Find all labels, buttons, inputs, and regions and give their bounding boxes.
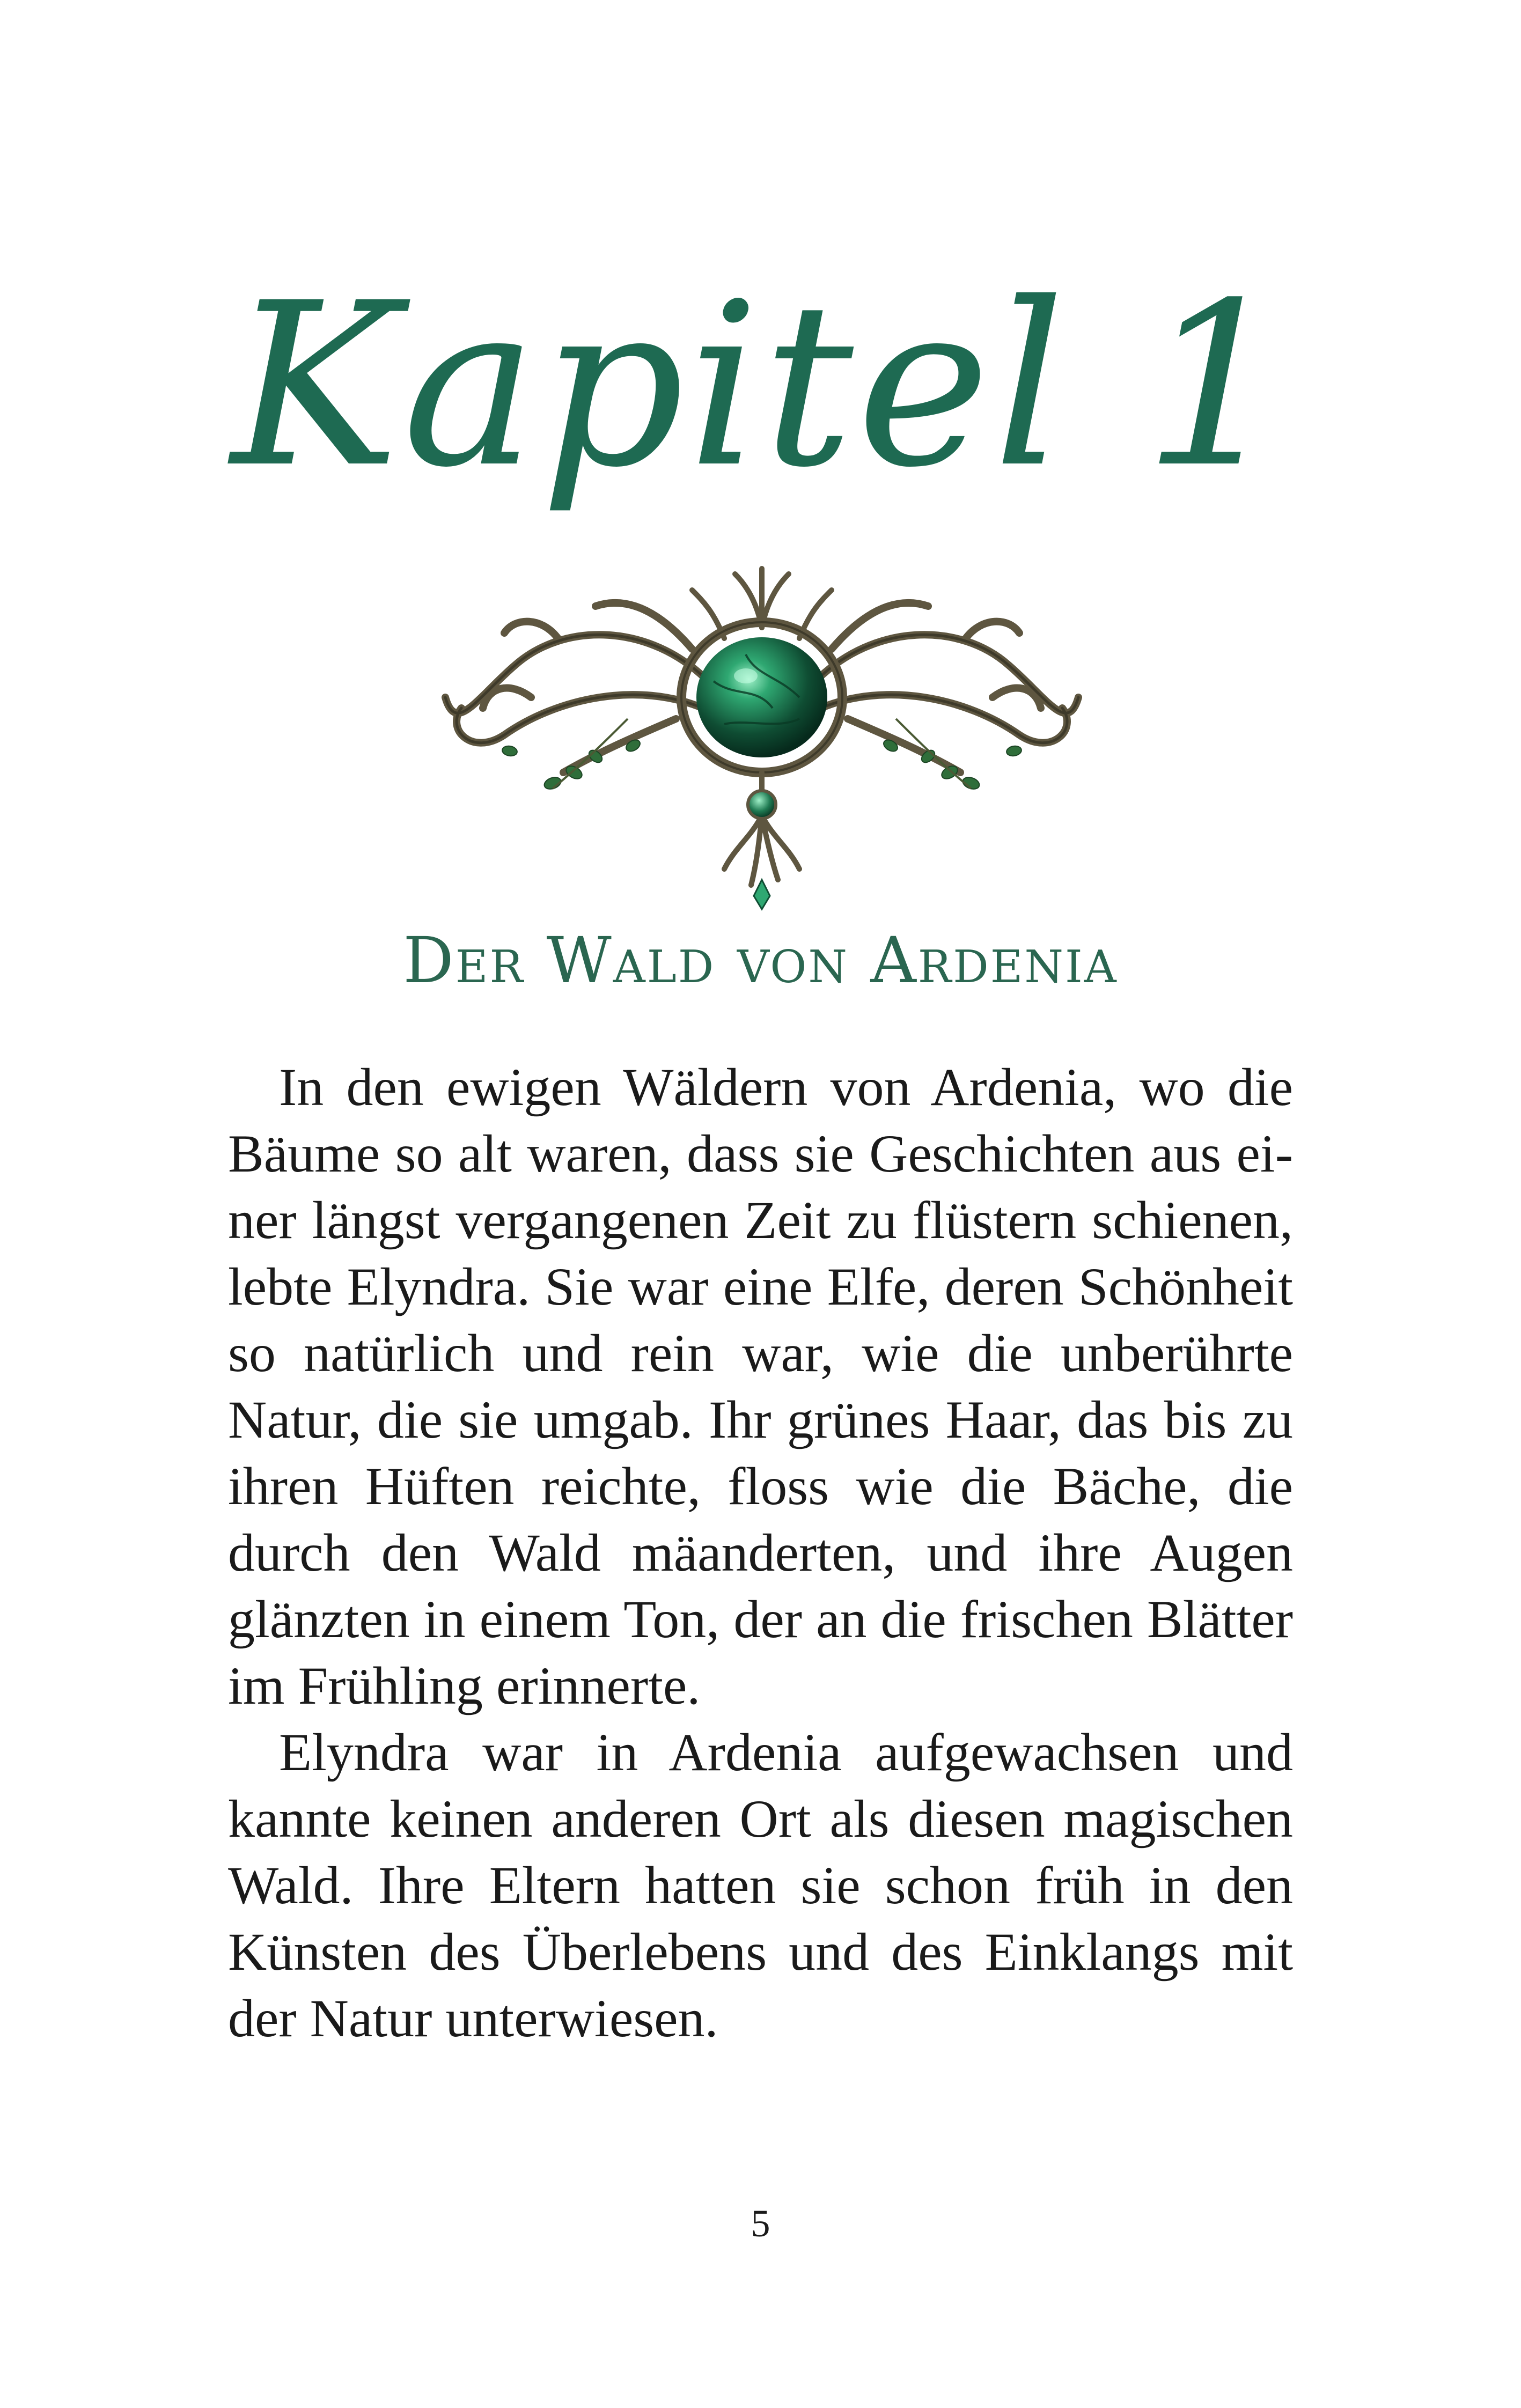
forest-emblem-icon (424, 558, 1100, 912)
paragraph: In den ewigen Wäldern von Ardenia, wo die Bäume so alt waren, dass sie Geschichten aus einer längst vergangenen Zeit zu flüstern schienen, lebte Elyndra. Sie war eine Elfe, deren Schönheit so natürlich und rein war, wie die unberührte Natur, die sie umgab. Ihr grünes Haar, das bis zu ihren Hüften reichte, floss wie die Bäche, die durch den Wald mäanderten, und ihre Augen glänzten in einem Ton, der an die frischen Blätter im Frühling erinnerte. (228, 1057, 1293, 1715)
chapter-subtitle: Der Wald von Ardenia (403, 923, 1118, 997)
paragraph: Elyndra war in Ardenia aufgewachsen und kannte keinen anderen Ort als diesen magischen Wald. Ihre Eltern hatten sie schon früh in den Künsten des Überlebens und des Einklangs mit der Natur unterwiesen. (228, 1722, 1293, 2048)
chapter-title: Kapitel 1 (231, 255, 1290, 517)
chapter-body (228, 1054, 1293, 2052)
page-number: 5 (751, 2202, 770, 2245)
